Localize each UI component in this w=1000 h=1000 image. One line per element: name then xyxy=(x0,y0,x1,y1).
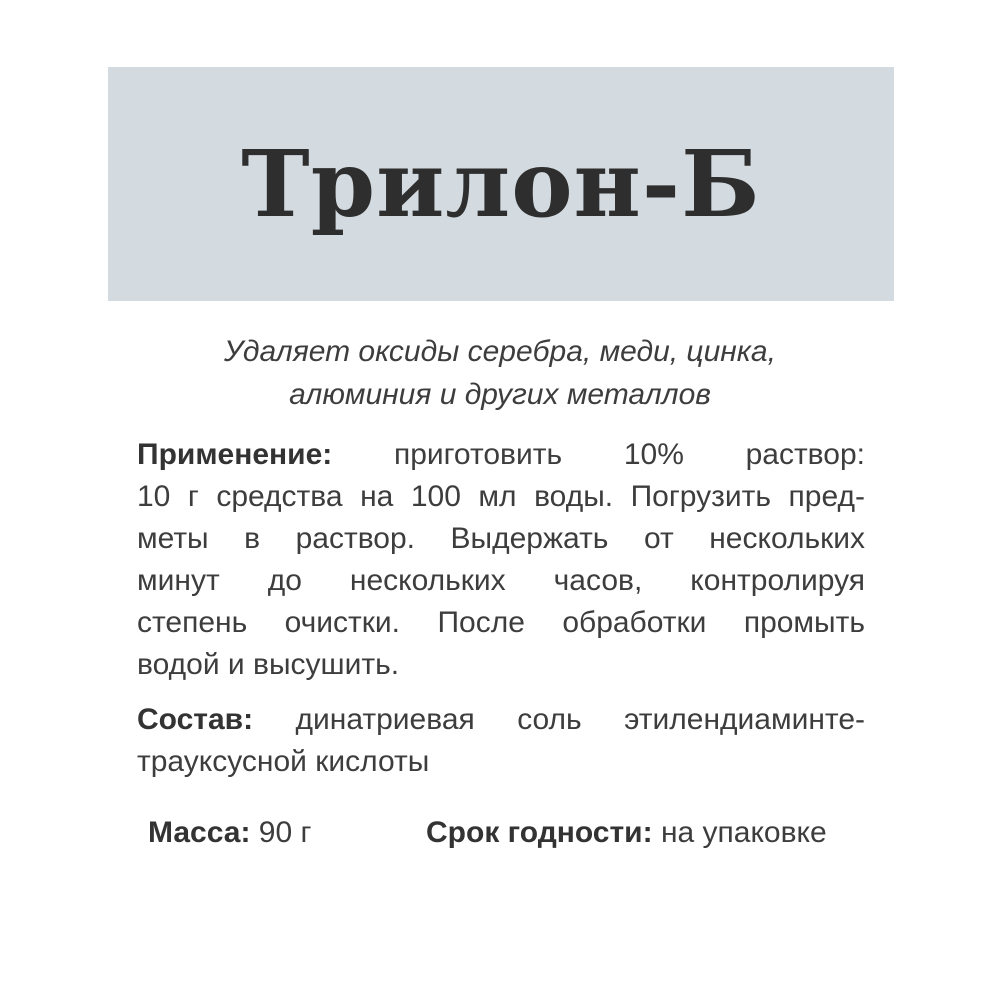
composition-section xyxy=(137,699,865,783)
usage-text: приготовить 10% раствор: xyxy=(332,438,865,471)
mass-info xyxy=(148,812,311,854)
shelf-life-value: на упаковке xyxy=(652,816,827,849)
usage-line: водой и высушить. xyxy=(137,648,400,681)
usage-section xyxy=(137,434,865,686)
usage-line: степень очистки. После обработки промыть xyxy=(137,606,865,639)
composition-label: Состав: xyxy=(137,703,254,736)
shelf-life-label: Срок годности: xyxy=(426,816,653,849)
usage-line: минут до нескольких часов, контролируя xyxy=(137,564,865,597)
product-title: Трилон-Б xyxy=(241,130,761,238)
subtitle-line-1: Удаляет оксиды серебра, меди, цинка, xyxy=(224,335,776,368)
usage-line: меты в раствор. Выдержать от нескольких xyxy=(137,522,865,555)
subtitle-line-2: алюминия и других металлов xyxy=(289,378,711,411)
composition-line: трауксусной кислоты xyxy=(137,745,430,778)
usage-line: 10 г средства на 100 мл воды. Погрузить пред- xyxy=(137,480,865,513)
shelf-life-info xyxy=(426,812,827,854)
title-panel xyxy=(108,67,894,301)
mass-value: 90 г xyxy=(250,816,312,849)
composition-text: динатриевая соль этилендиаминте- xyxy=(253,703,865,736)
product-subtitle xyxy=(110,330,890,416)
composition-line xyxy=(137,699,865,741)
usage-label: Применение: xyxy=(137,438,333,471)
usage-line xyxy=(137,434,865,476)
mass-label: Масса: xyxy=(148,816,251,849)
